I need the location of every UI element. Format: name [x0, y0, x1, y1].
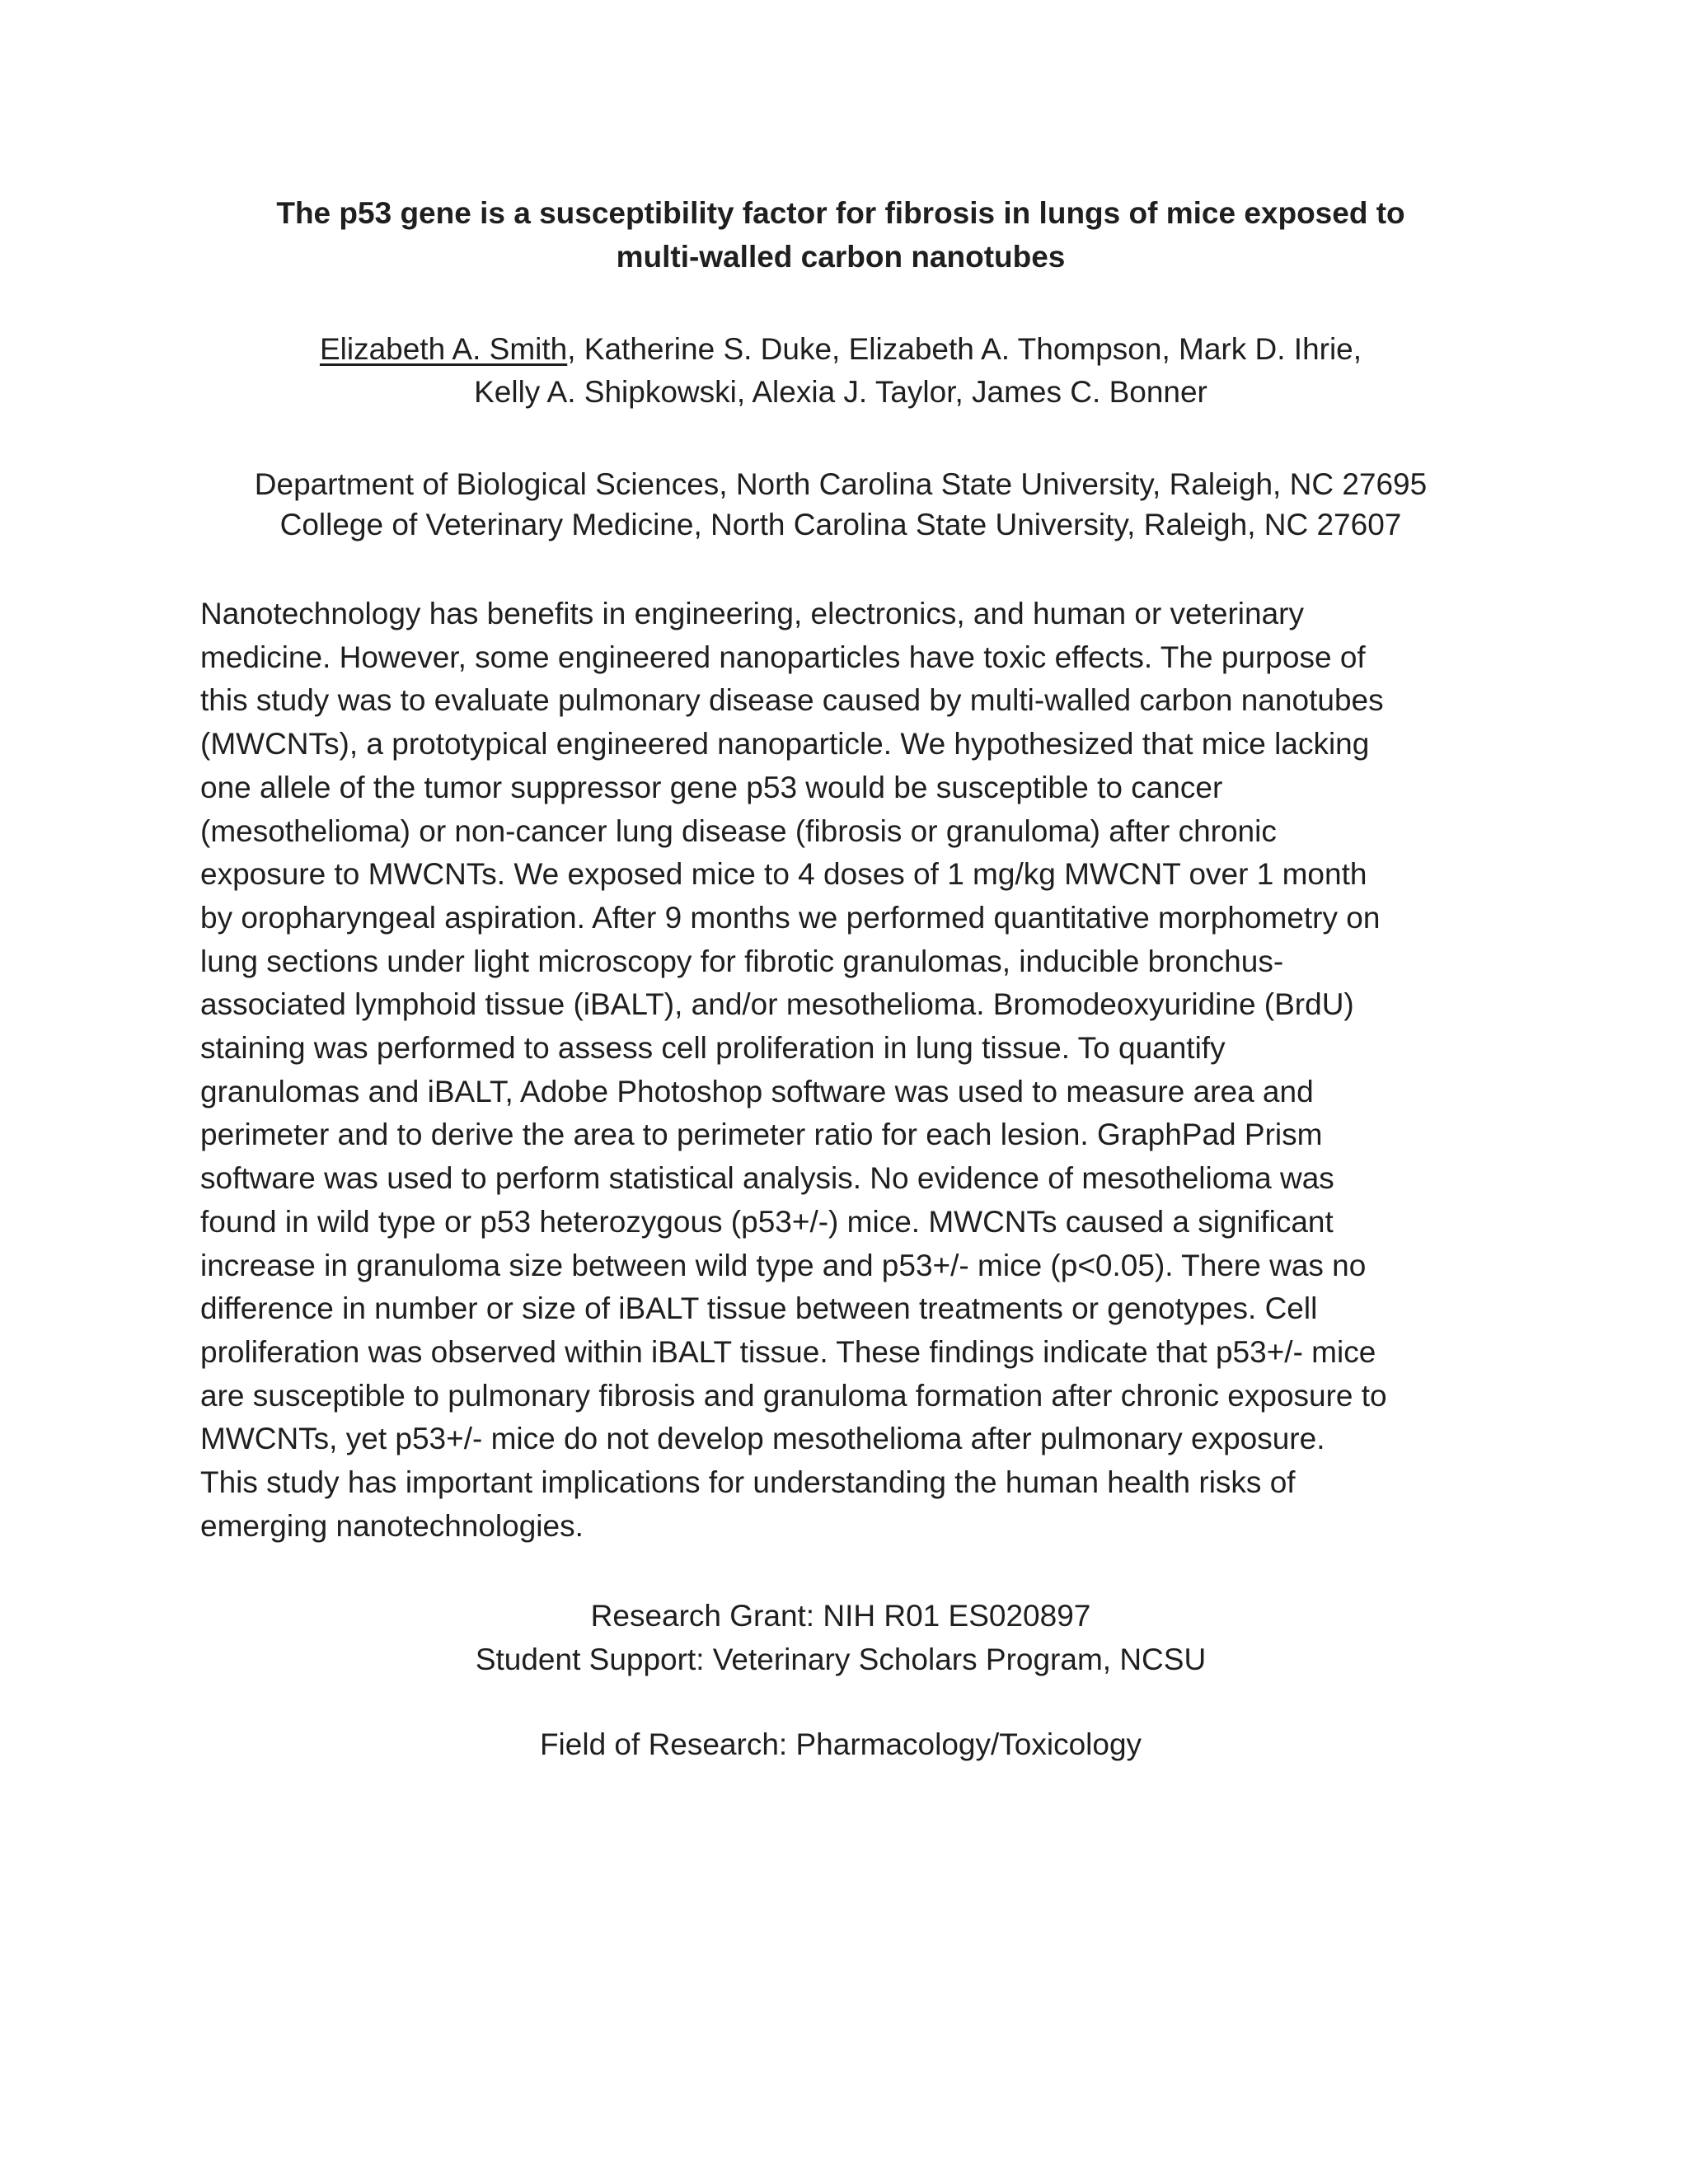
- presenting-author: Elizabeth A. Smith: [319, 332, 568, 366]
- abstract-line: proliferation was observed within iBALT tissue. These findings indicate that p53+/- mice: [200, 1334, 1376, 1369]
- funding-info: [190, 1594, 1492, 1681]
- title-line-2: multi-walled carbon nanotubes: [616, 240, 1066, 274]
- author-list: [190, 328, 1492, 414]
- student-support: Student Support: Veterinary Scholars Program, NCSU: [475, 1643, 1207, 1676]
- abstract-line: software was used to perform statistical analysis. No evidence of mesothelioma was: [200, 1161, 1334, 1196]
- abstract-line: one allele of the tumor suppressor gene p53 would be susceptible to cancer: [200, 770, 1223, 804]
- author-line-1: [190, 328, 1492, 371]
- abstract-line: found in wild type or p53 heterozygous (p53+/-) mice. MWCNTs caused a significant: [200, 1204, 1334, 1239]
- abstract-line: by oropharyngeal aspiration. After 9 months we performed quantitative morphometry on: [200, 900, 1381, 935]
- abstract-line: MWCNTs, yet p53+/- mice do not develop mesothelioma after pulmonary exposure.: [200, 1422, 1325, 1456]
- field-of-research: Field of Research: Pharmacology/Toxicology: [539, 1727, 1142, 1761]
- abstract-line: increase in granuloma size between wild type and p53+/- mice (p<0.05). There was no: [200, 1248, 1367, 1282]
- abstract-line: this study was to evaluate pulmonary disease caused by multi-walled carbon nanotubes: [200, 683, 1384, 718]
- abstract-line: difference in number or size of iBALT tissue between treatments or genotypes. Cell: [200, 1291, 1318, 1326]
- title-line-1: The p53 gene is a susceptibility factor for fibrosis in lungs of mice exposed to: [276, 196, 1405, 230]
- affiliation-2: College of Veterinary Medicine, North Carolina State University, Raleigh, NC 27607: [279, 508, 1402, 541]
- abstract-line: Nanotechnology has benefits in engineering, electronics, and human or veterinary: [200, 597, 1304, 630]
- affiliation-1: Department of Biological Sciences, North Carolina State University, Raleigh, NC 27695: [254, 467, 1428, 501]
- abstract-title: [190, 191, 1492, 279]
- abstract-line: associated lymphoid tissue (iBALT), and/or mesothelioma. Bromodeoxyuridine (BrdU): [200, 987, 1354, 1022]
- abstract-line: emerging nanotechnologies.: [200, 1508, 584, 1543]
- abstract-line: medicine. However, some engineered nanoparticles have toxic effects. The purpose of: [200, 640, 1366, 674]
- author-line-2: Kelly A. Shipkowski, Alexia J. Taylor, James C. Bonner: [474, 375, 1207, 409]
- co-authors-line-1: , Katherine S. Duke, Elizabeth A. Thompson, Mark D. Ihrie,: [567, 332, 1362, 366]
- research-grant: Research Grant: NIH R01 ES020897: [590, 1599, 1091, 1633]
- abstract-line: staining was performed to assess cell proliferation in lung tissue. To quantify: [200, 1031, 1226, 1066]
- affiliations: [181, 464, 1500, 545]
- abstract-line: lung sections under light microscopy for fibrotic granulomas, inducible bronchus-: [200, 944, 1284, 978]
- abstract-line: perimeter and to derive the area to perimeter ratio for each lesion. GraphPad Prism: [200, 1118, 1323, 1152]
- abstract-line: are susceptible to pulmonary fibrosis and granuloma formation after chronic exposure to: [200, 1378, 1387, 1413]
- abstract-line: (MWCNTs), a prototypical engineered nanoparticle. We hypothesized that mice lacking: [200, 727, 1370, 762]
- abstract-line: granulomas and iBALT, Adobe Photoshop software was used to measure area and: [200, 1074, 1314, 1108]
- abstract-line: This study has important implications for understanding the human health risks of: [200, 1465, 1296, 1500]
- abstract-line: (mesothelioma) or non-cancer lung disease (fibrosis or granuloma) after chronic: [200, 813, 1277, 848]
- abstract-body: [200, 593, 1552, 1548]
- abstract-line: exposure to MWCNTs. We exposed mice to 4 doses of 1 mg/kg MWCNT over 1 month: [200, 857, 1367, 892]
